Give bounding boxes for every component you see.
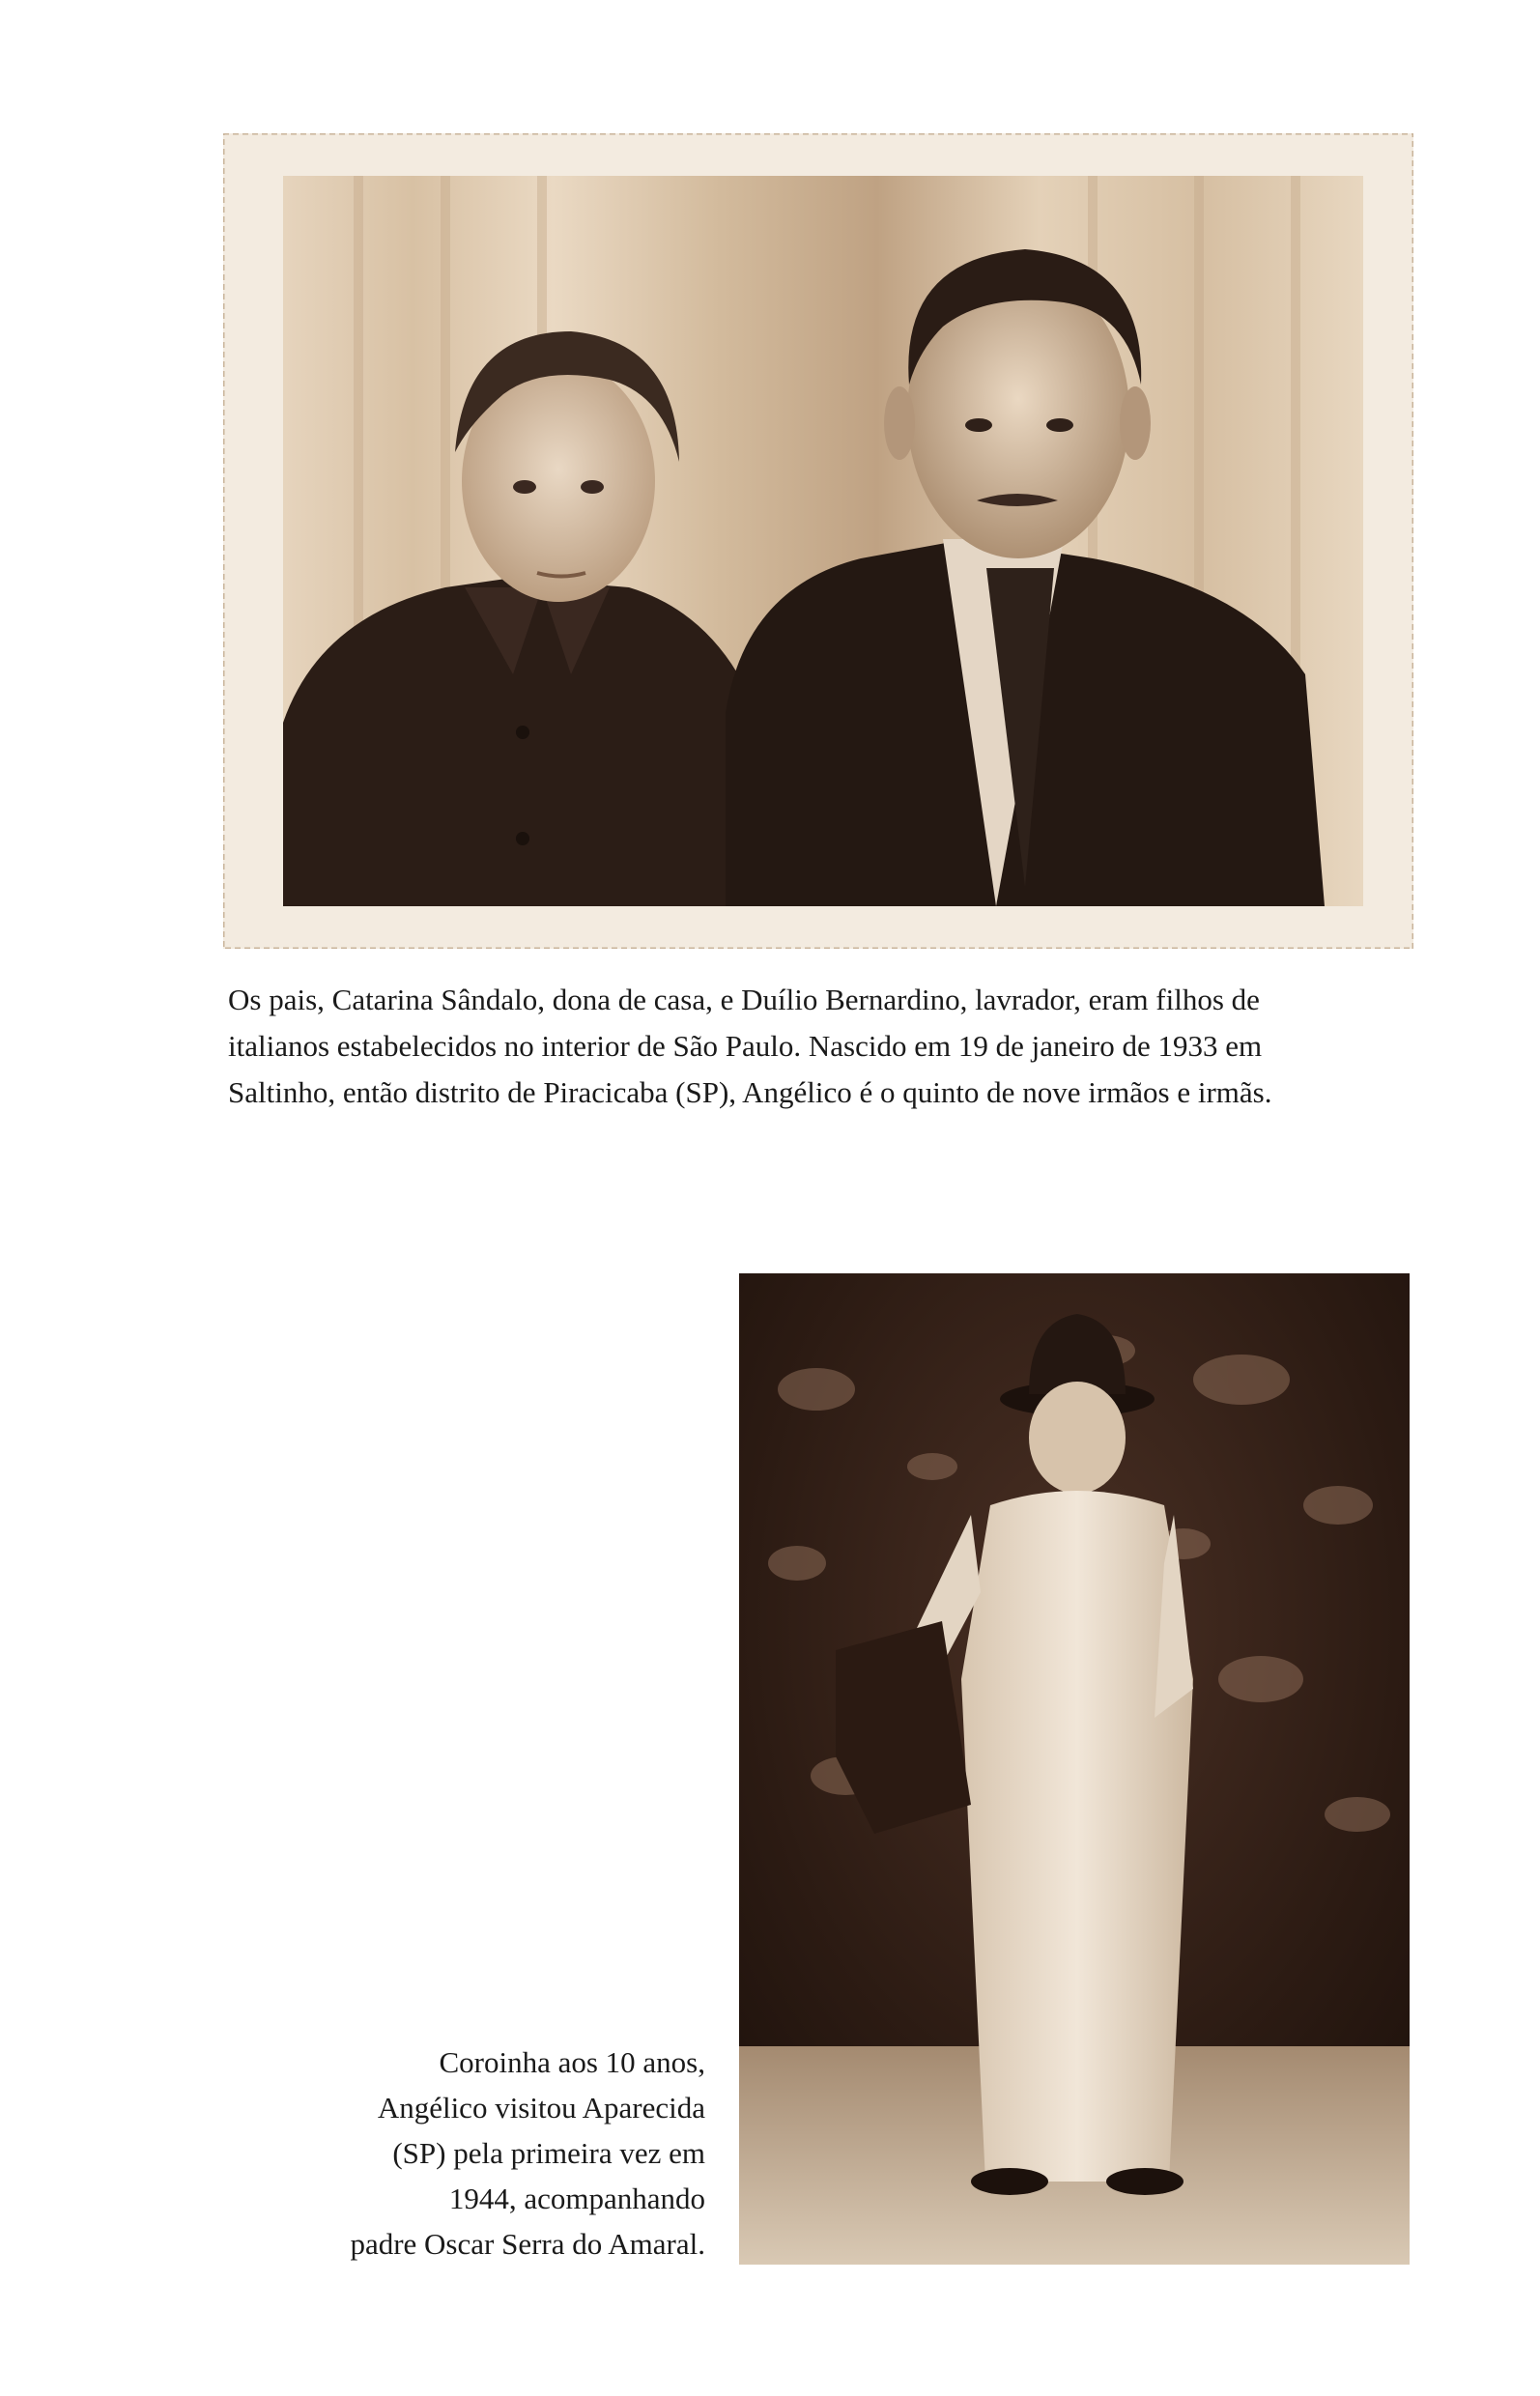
caption-line: (SP) pela primeira vez em xyxy=(392,2136,705,2170)
parents-photo xyxy=(223,133,1413,949)
caption-line: italianos estabelecidos no interior de São Paulo. Nascido em 19 de janeiro de 1933 em xyxy=(228,1029,1263,1063)
altar-boy-photo-image xyxy=(739,1273,1410,2265)
caption-line: Coroinha aos 10 anos, xyxy=(439,2045,705,2079)
caption-line: 1944, acompanhando xyxy=(448,2182,705,2215)
caption-line: Os pais, Catarina Sândalo, dona de casa, e Duílio Bernardino, lavrador, eram filhos de xyxy=(228,983,1260,1016)
altar-boy-photo xyxy=(739,1273,1410,2265)
parents-caption xyxy=(228,977,1416,1116)
caption-line: padre Oscar Serra do Amaral. xyxy=(350,2227,705,2261)
altar-boy-caption xyxy=(203,2039,705,2267)
caption-line: Saltinho, então distrito de Piracicaba (SP), Angélico é o quinto de nove irmãos e irmãs. xyxy=(228,1075,1272,1109)
parents-photo-image xyxy=(223,133,1413,949)
caption-line: Angélico visitou Aparecida xyxy=(377,2091,705,2125)
